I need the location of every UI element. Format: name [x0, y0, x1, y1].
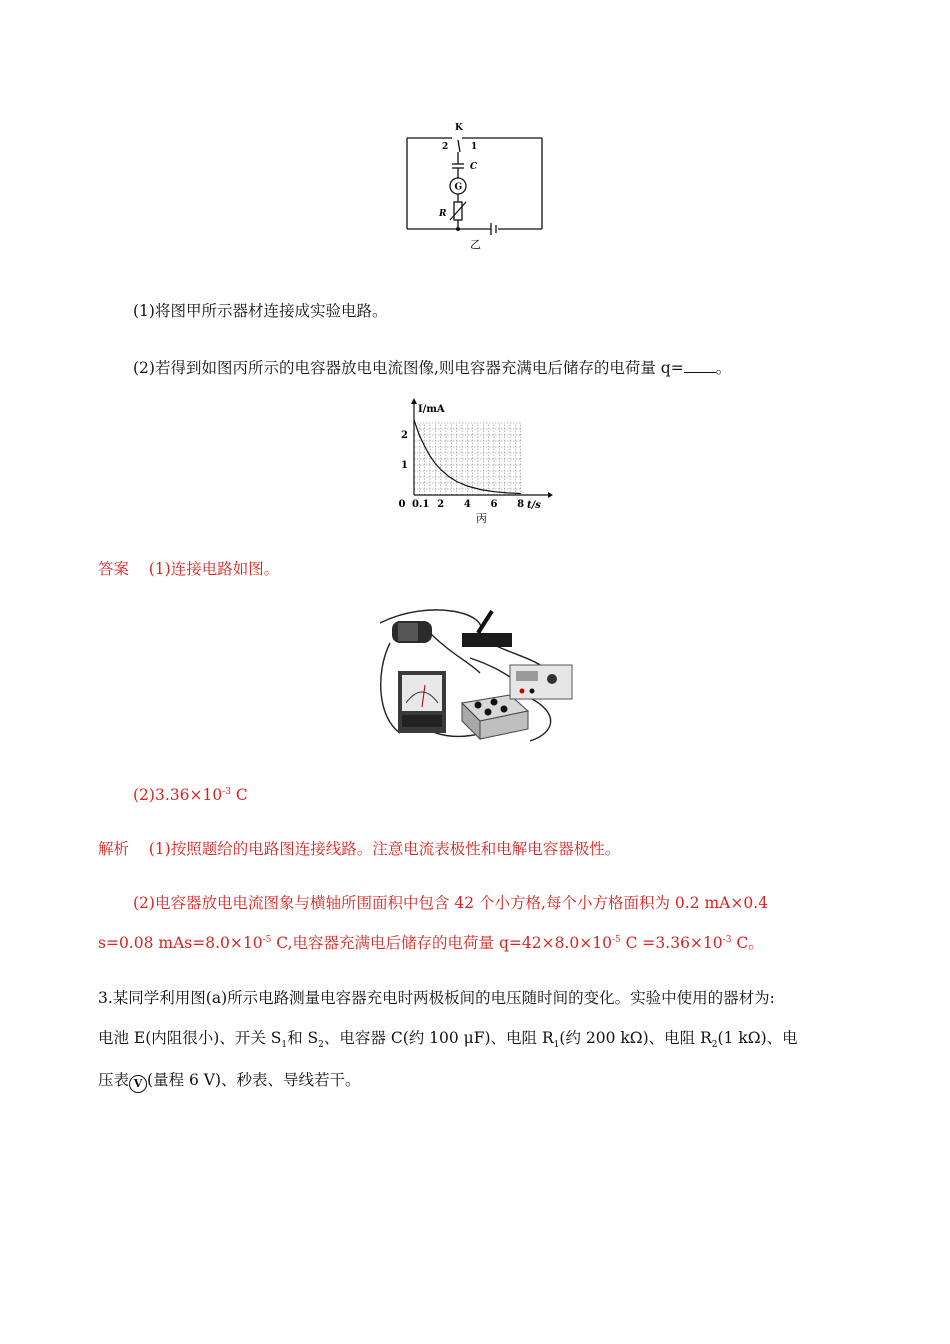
- galvanometer-icon: [398, 671, 446, 733]
- voltmeter-symbol-icon: V: [129, 1075, 147, 1093]
- question-3-line-1: 3.某同学利用图(a)所示电路测量电容器充电时两极板间的电压随时间的变化。实验中使用的器材为:: [98, 989, 775, 1007]
- y-tick-label: 2: [401, 430, 408, 441]
- q3-text-f: 压表: [98, 1071, 130, 1089]
- answer-line-2: [133, 784, 248, 806]
- circuit-diagram-yi: [400, 118, 550, 253]
- answer-part-2: (2)3.36×10: [133, 786, 223, 804]
- analysis-exp-2: -5: [611, 934, 621, 945]
- analysis-line-3: [98, 932, 764, 954]
- chart-ylabel: I/mA: [418, 404, 445, 415]
- y-axis-arrow: [411, 398, 417, 404]
- analysis-line-2: (2)电容器放电电流图象与横轴所围面积中包含 42 个小方格,每个小方格面积为 0.2 mA×0.4: [133, 894, 768, 912]
- answer-part-2-unit: C: [230, 786, 248, 804]
- switch-pos-2: 2: [442, 142, 449, 152]
- analysis-text-b: C,电容器充满电后储存的电荷量 q=42×8.0×10: [271, 934, 612, 952]
- analysis-part-1: (1)按照题给的电路图连接线路。注意电流表极性和电解电容器极性。: [148, 840, 621, 858]
- question-3-line-3: [98, 1069, 361, 1093]
- q3-sub-2: 2: [318, 1040, 324, 1051]
- chart-grid: [414, 423, 521, 495]
- capacitor-icon: [392, 621, 432, 643]
- question-part-2: [133, 357, 731, 379]
- switch-label: K: [455, 123, 463, 133]
- resistor-label: R: [439, 209, 447, 219]
- analysis-text-d: C。: [731, 934, 764, 952]
- capacitor-label: C: [470, 162, 478, 172]
- q3-text-d: (约 200 kΩ)、电阻 R: [559, 1029, 712, 1047]
- apparatus-photo: [370, 603, 585, 748]
- x-tick-label: 4: [463, 499, 471, 510]
- analysis-text-a: s=0.08 mAs=8.0×10: [98, 934, 263, 952]
- circuit-caption: 乙: [470, 238, 481, 251]
- x-tick-label: 2: [437, 499, 445, 510]
- answer-line-1: [98, 558, 279, 580]
- analysis-text-c: C =3.36×10: [620, 934, 723, 952]
- power-supply-icon: [510, 665, 572, 699]
- x-tick-label: 8: [517, 499, 525, 510]
- question-3-line-2: [98, 1027, 798, 1049]
- x-tick-label: 0: [398, 499, 406, 510]
- x-tick-label: 6: [490, 499, 498, 510]
- answer-blank: [684, 358, 716, 373]
- q3-sub-3: 1: [553, 1040, 560, 1051]
- x-tick-label: 0.1: [411, 499, 430, 510]
- q3-text-e: (1 kΩ)、电: [717, 1029, 798, 1047]
- switch-pos-1: 1: [471, 142, 478, 152]
- chart-tick-labels: [399, 430, 525, 510]
- analysis-exp-1: -5: [262, 934, 272, 945]
- chart-caption: 丙: [476, 512, 487, 525]
- question-part-1: (1)将图甲所示器材连接成实验电路。: [133, 302, 388, 320]
- q3-text-c: 、电容器 C(约 100 μF)、电阻 R: [323, 1029, 554, 1047]
- q3-text-a: 电池 E(内阻很小)、开关 S: [98, 1029, 282, 1047]
- analysis-label: 解析: [98, 840, 130, 858]
- analysis-exp-3: -3: [722, 934, 732, 945]
- x-axis-arrow: [548, 492, 553, 498]
- y-tick-label: 1: [401, 460, 408, 471]
- question-part-2-text: (2)若得到如图丙所示的电容器放电电流图像,则电容器充满电后储存的电荷量 q=: [133, 359, 684, 377]
- q3-sub-4: 2: [711, 1040, 718, 1051]
- q3-sub-1: 1: [281, 1040, 288, 1051]
- chart-xlabel: t/s: [527, 500, 541, 511]
- q3-text-g: (量程 6 V)、秒表、导线若干。: [147, 1071, 361, 1089]
- analysis-line-1: [98, 838, 620, 860]
- resistance-box-icon: [462, 695, 528, 739]
- answer-label: 答案: [98, 560, 130, 578]
- galvanometer-label: G: [454, 182, 463, 193]
- discharge-current-chart: [392, 396, 562, 530]
- answer-part-1: (1)连接电路如图。: [148, 560, 280, 578]
- question-part-2-end: 。: [715, 359, 732, 377]
- q3-text-b: 和 S: [287, 1029, 319, 1047]
- answer-part-2-exponent: -3: [222, 786, 231, 797]
